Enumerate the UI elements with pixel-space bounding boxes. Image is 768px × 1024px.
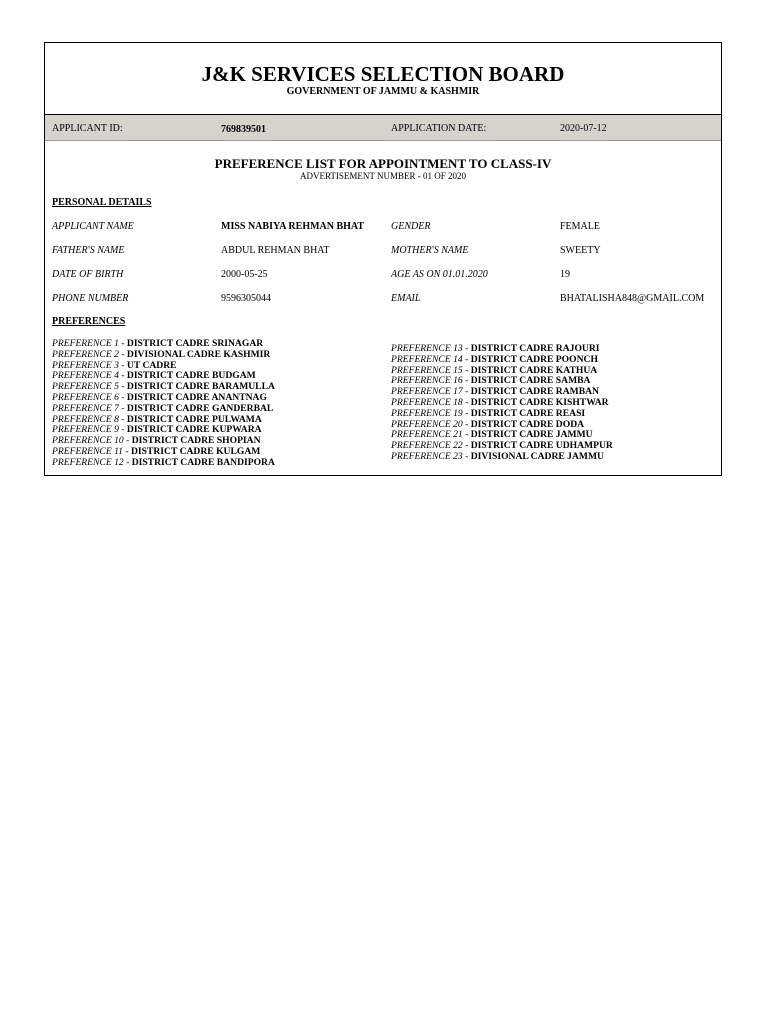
- preference-item: PREFERENCE 6 - DISTRICT CADRE ANANTNAG: [52, 391, 267, 403]
- preference-value: DISTRICT CADRE RAJOURI: [470, 343, 600, 354]
- preference-label: PREFERENCE 8: [52, 413, 119, 425]
- preference-item: PREFERENCE 10 - DISTRICT CADRE SHOPIAN: [52, 435, 261, 447]
- applicant-id-label: APPLICANT ID:: [52, 123, 123, 134]
- preference-label: PREFERENCE 6: [52, 391, 119, 403]
- preference-value: DISTRICT CADRE JAMMU: [470, 429, 593, 441]
- preference-value: DISTRICT CADRE KATHUA: [470, 364, 598, 376]
- preferences-heading: PREFERENCES: [52, 316, 126, 327]
- preference-value: UT CADRE: [126, 359, 177, 371]
- preference-item: PREFERENCE 19 - DISTRICT CADRE REASI: [391, 407, 586, 419]
- preference-value: DISTRICT CADRE KULGAM: [130, 445, 261, 457]
- preference-item: PREFERENCE 15 - DISTRICT CADRE KATHUA: [391, 364, 598, 376]
- applicant-meta-bar: [45, 115, 721, 141]
- preference-value: DISTRICT CADRE SRINAGAR: [126, 338, 264, 349]
- preference-label: PREFERENCE 10: [52, 435, 124, 447]
- preference-value: DIVISIONAL CADRE KASHMIR: [126, 348, 271, 360]
- preference-item: PREFERENCE 16 - DISTRICT CADRE SAMBA: [391, 375, 591, 387]
- preference-label: PREFERENCE 20: [391, 418, 463, 430]
- applicant-id-value: 769839501: [221, 124, 266, 135]
- preference-label: PREFERENCE 14: [391, 353, 463, 365]
- preference-value: DISTRICT CADRE SHOPIAN: [131, 435, 261, 447]
- preference-item: PREFERENCE 18 - DISTRICT CADRE KISHTWAR: [391, 396, 609, 408]
- advertisement-number: ADVERTISEMENT NUMBER - 01 OF 2020: [299, 171, 467, 181]
- preference-label: PREFERENCE 3: [52, 359, 119, 371]
- application-date-label: APPLICATION DATE:: [391, 123, 487, 134]
- preference-label: PREFERENCE 21: [391, 429, 463, 441]
- preferences-left-column: [52, 339, 275, 469]
- preference-value: DISTRICT CADRE BARAMULLA: [126, 381, 275, 393]
- email-label: EMAIL: [391, 293, 421, 304]
- gender-value: FEMALE: [560, 221, 600, 232]
- preference-label: PREFERENCE 9: [52, 424, 119, 436]
- preference-item: PREFERENCE 9 - DISTRICT CADRE KUPWARA: [52, 424, 262, 436]
- phone-value: 9596305044: [221, 293, 271, 304]
- preference-item: PREFERENCE 11 - DISTRICT CADRE KULGAM: [52, 445, 261, 457]
- preference-value: DIVISIONAL CADRE JAMMU: [470, 450, 604, 462]
- section-title: PREFERENCE LIST FOR APPOINTMENT TO CLASS-IV: [214, 156, 552, 171]
- mother-name-label: MOTHER'S NAME: [391, 245, 469, 256]
- preference-item: PREFERENCE 14 - DISTRICT CADRE POONCH: [391, 353, 598, 365]
- preference-item: PREFERENCE 20 - DISTRICT CADRE DODA: [391, 418, 585, 430]
- age-label: AGE AS ON 01.01.2020: [391, 269, 488, 280]
- gender-label: GENDER: [391, 221, 431, 232]
- preference-value: DISTRICT CADRE GANDERBAL: [126, 402, 274, 414]
- dob-label: DATE OF BIRTH: [52, 269, 124, 280]
- personal-details-heading: PERSONAL DETAILS: [52, 197, 152, 208]
- preference-label: PREFERENCE 18: [391, 396, 463, 408]
- preference-item: PREFERENCE 5 - DISTRICT CADRE BARAMULLA: [52, 381, 275, 393]
- preference-item: PREFERENCE 22 - DISTRICT CADRE UDHAMPUR: [391, 440, 613, 452]
- preference-item: PREFERENCE 2 - DIVISIONAL CADRE KASHMIR: [52, 348, 271, 360]
- preferences-right-column: [391, 344, 613, 463]
- email-value: BHATALISHA848@GMAIL.COM: [560, 293, 705, 304]
- document-header: [45, 43, 721, 115]
- preference-label: PREFERENCE 7: [52, 402, 119, 414]
- preference-item: PREFERENCE 17 - DISTRICT CADRE RAMBAN: [391, 386, 599, 398]
- preference-value: DISTRICT CADRE BUDGAM: [126, 370, 256, 382]
- preference-item: PREFERENCE 4 - DISTRICT CADRE BUDGAM: [52, 370, 256, 382]
- preference-label: PREFERENCE 4: [52, 370, 119, 382]
- preference-value: DISTRICT CADRE RAMBAN: [470, 386, 599, 398]
- preference-label: PREFERENCE 16: [391, 375, 463, 387]
- preference-value: DISTRICT CADRE BANDIPORA: [131, 456, 275, 468]
- preference-label: PREFERENCE 17: [391, 386, 463, 398]
- preference-item: PREFERENCE 21 - DISTRICT CADRE JAMMU: [391, 429, 593, 441]
- application-date-value: 2020-07-12: [560, 123, 607, 134]
- dob-value: 2000-05-25: [221, 269, 268, 280]
- government-subtitle: GOVERNMENT OF JAMMU & KASHMIR: [286, 86, 480, 97]
- preference-item: PREFERENCE 23 - DIVISIONAL CADRE JAMMU: [391, 450, 604, 462]
- applicant-name-label: APPLICANT NAME: [52, 221, 134, 232]
- father-name-label: FATHER'S NAME: [52, 245, 125, 256]
- preference-label: PREFERENCE 19: [391, 407, 463, 419]
- preference-value: DISTRICT CADRE KISHTWAR: [470, 396, 609, 408]
- board-title: J&K SERVICES SELECTION BOARD: [201, 62, 565, 86]
- preference-label: PREFERENCE 13: [391, 343, 463, 354]
- preference-value: DISTRICT CADRE KUPWARA: [126, 424, 262, 436]
- preference-label: PREFERENCE 1: [52, 338, 119, 349]
- phone-label: PHONE NUMBER: [52, 293, 129, 304]
- preference-label: PREFERENCE 22: [391, 440, 463, 452]
- preference-item: PREFERENCE 12 - DISTRICT CADRE BANDIPORA: [52, 456, 275, 468]
- section-title-block: [45, 157, 721, 182]
- father-name-value: ABDUL REHMAN BHAT: [221, 245, 330, 256]
- preference-value: DISTRICT CADRE POONCH: [470, 353, 598, 365]
- preference-label: PREFERENCE 11: [52, 445, 123, 457]
- preference-label: PREFERENCE 23: [391, 450, 463, 462]
- preference-value: DISTRICT CADRE UDHAMPUR: [470, 440, 613, 452]
- preference-label: PREFERENCE 2: [52, 348, 119, 360]
- applicant-name-value: MISS NABIYA REHMAN BHAT: [221, 221, 365, 232]
- preference-item: PREFERENCE 8 - DISTRICT CADRE PULWAMA: [52, 413, 262, 425]
- preference-value: DISTRICT CADRE DODA: [470, 418, 585, 430]
- preference-label: PREFERENCE 12: [52, 456, 124, 468]
- preference-label: PREFERENCE 15: [391, 364, 463, 376]
- preference-item: PREFERENCE 1 - DISTRICT CADRE SRINAGAR: [52, 338, 264, 349]
- preference-item: PREFERENCE 3 - UT CADRE: [52, 359, 177, 371]
- preference-value: DISTRICT CADRE REASI: [470, 407, 586, 419]
- preference-value: DISTRICT CADRE SAMBA: [470, 375, 591, 387]
- preference-value: DISTRICT CADRE PULWAMA: [126, 413, 262, 425]
- age-value: 19: [560, 269, 570, 280]
- mother-name-value: SWEETY: [560, 245, 601, 256]
- preference-item: PREFERENCE 7 - DISTRICT CADRE GANDERBAL: [52, 402, 274, 414]
- preference-value: DISTRICT CADRE ANANTNAG: [126, 391, 267, 403]
- preference-label: PREFERENCE 5: [52, 381, 119, 393]
- document-frame: [44, 42, 722, 476]
- preference-item: PREFERENCE 13 - DISTRICT CADRE RAJOURI: [391, 343, 600, 354]
